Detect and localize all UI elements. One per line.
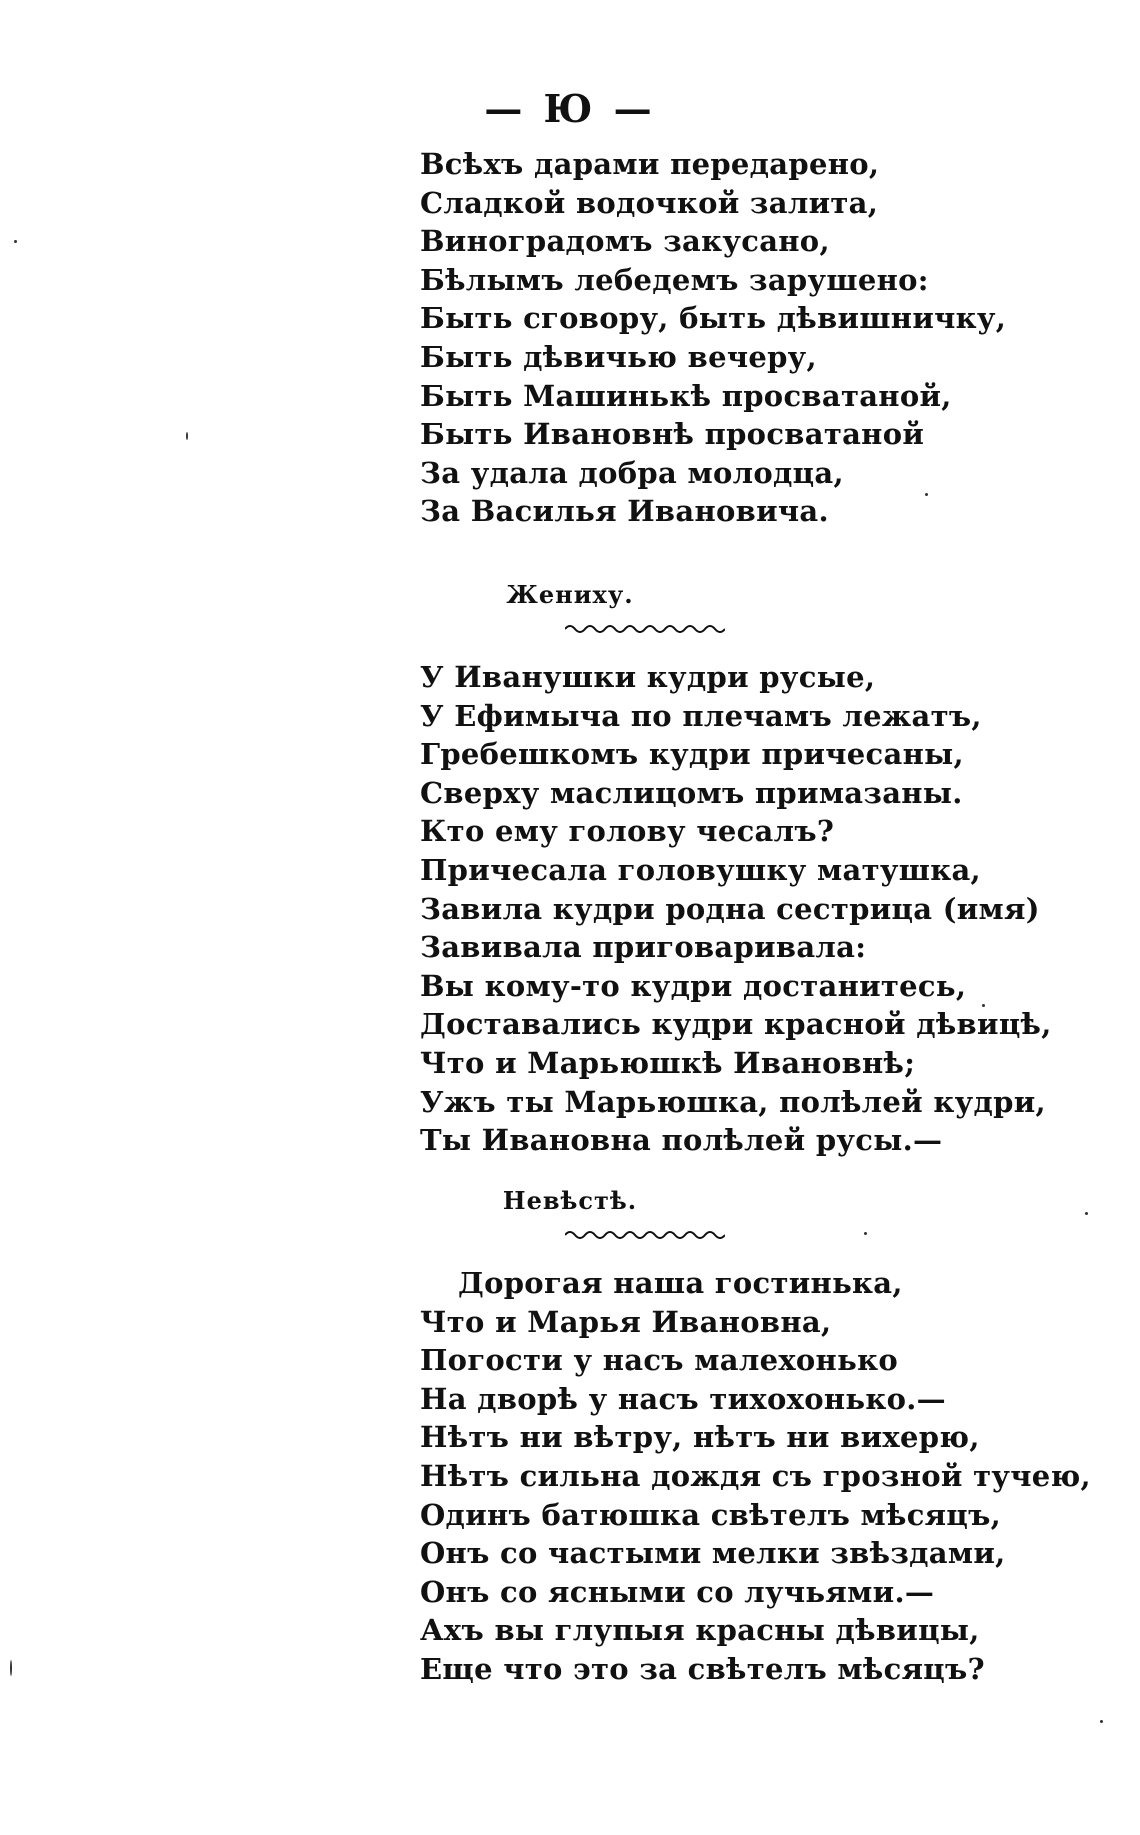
scan-speck <box>925 493 928 496</box>
verse-line: Вы кому-то кудри достанитесь, <box>420 968 967 1003</box>
verse-line: Онъ со частыми мелки звѣздами, <box>420 1536 1006 1571</box>
verse-line: Виноградомъ закусано, <box>420 224 830 259</box>
scan-speck <box>1085 1212 1088 1215</box>
verse-line: Завивала приговаривала: <box>420 930 867 965</box>
scan-speck <box>982 1004 985 1007</box>
verse-line: За удала добра молодца, <box>420 455 844 490</box>
verse-line: На дворѣ у насъ тихохонько.— <box>420 1381 946 1416</box>
verse-line: За Василья Ивановича. <box>420 494 829 529</box>
verse-line: Кто ему голову чесалъ? <box>420 814 835 849</box>
verse-line: Завила кудри родна сестрица (имя) <box>420 891 1040 926</box>
verse-line: Быть дѣвичью вечеру, <box>420 339 817 374</box>
verse-line: Всѣхъ дарами передарено, <box>420 147 880 181</box>
verse-line: Быть Ивановнѣ просватаной <box>420 417 925 452</box>
verse-line: Бѣлымъ лебедемъ зарушено: <box>420 262 929 297</box>
verse-line: Нѣтъ ни вѣтру, нѣтъ ни вихерю, <box>420 1420 980 1455</box>
verse-line: Сверху маслицомъ примазаны. <box>420 775 963 810</box>
verse-line: Причесала головушку матушка, <box>420 852 981 887</box>
scan-speck <box>1100 1720 1103 1723</box>
verse-line: Быть сговору, быть дѣвишничку, <box>420 301 1007 336</box>
verse-line: Доставались кудри красной дѣвицѣ, <box>420 1007 1052 1042</box>
verse-line: Быть Машинькѣ просватаной, <box>420 378 952 413</box>
verse-section-1 <box>420 145 1040 531</box>
page-number: — Ю — <box>484 86 656 131</box>
verse-line: Погости у насъ малехонько <box>420 1343 898 1378</box>
wavy-divider <box>565 622 725 636</box>
scan-speck <box>10 1660 12 1676</box>
verse-section-2 <box>420 658 1052 1160</box>
verse-line: У Ефимыча по плечамъ лежатъ, <box>420 698 982 733</box>
section-heading-groom: Жениху. <box>506 580 634 609</box>
scan-speck <box>864 1232 867 1235</box>
verse-line: Ужъ ты Марьюшка, полѣлей кудри, <box>420 1084 1046 1119</box>
wavy-divider <box>565 1228 725 1242</box>
verse-section-3 <box>420 1264 1091 1689</box>
verse-line: Что и Марья Ивановна, <box>420 1304 832 1339</box>
scan-speck <box>186 432 188 440</box>
verse-line: Еще что это за свѣтелъ мѣсяцъ? <box>420 1651 985 1686</box>
verse-line: Ахъ вы глупыя красны дѣвицы, <box>420 1613 980 1648</box>
verse-line: Сладкой водочкой залита, <box>420 185 879 220</box>
verse-line: Ты Ивановна полѣлей русы.— <box>420 1123 943 1158</box>
verse-line: Что и Марьюшкѣ Ивановнѣ; <box>420 1045 916 1080</box>
verse-line: Дорогая наша гостинька, <box>458 1266 903 1300</box>
verse-line: У Иванушки кудри русые, <box>420 660 876 694</box>
verse-line: Одинъ батюшка свѣтелъ мѣсяцъ, <box>420 1497 1002 1532</box>
section-heading-bride: Невѣстѣ. <box>502 1186 638 1215</box>
scan-speck <box>14 240 17 243</box>
verse-line: Гребешкомъ кудри причесаны, <box>420 737 964 772</box>
verse-line: Нѣтъ сильна дождя съ грозной тучею, <box>420 1458 1091 1493</box>
verse-line: Онъ со ясными со лучьями.— <box>420 1574 935 1609</box>
